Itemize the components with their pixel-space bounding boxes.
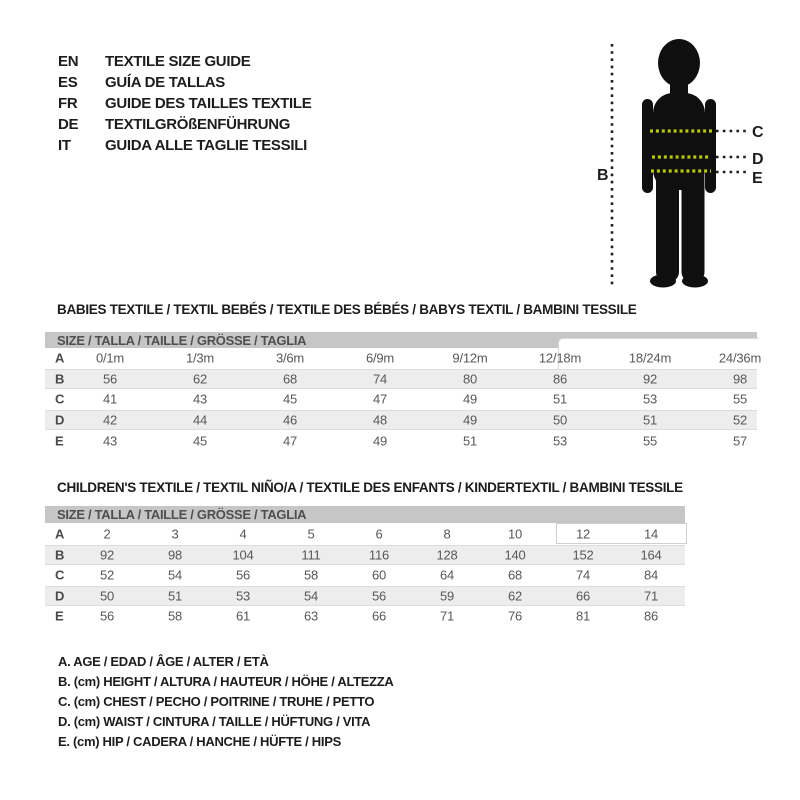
cell: 41 <box>102 391 118 407</box>
cell: 50 <box>552 412 568 428</box>
cell: 61 <box>235 608 251 624</box>
cell: 44 <box>192 412 208 428</box>
cell: 3 <box>171 526 179 542</box>
cell: 98 <box>732 371 748 387</box>
table-row <box>45 369 757 390</box>
cell: 0/1m <box>95 350 125 366</box>
cell: 45 <box>282 391 298 407</box>
language-code: DE <box>58 116 79 133</box>
cell: 6/9m <box>365 350 395 366</box>
cell: 47 <box>372 391 388 407</box>
cell: 56 <box>371 588 387 604</box>
language-code: ES <box>58 74 78 91</box>
cell: 104 <box>232 547 254 563</box>
cell: 74 <box>575 567 591 583</box>
cell: 45 <box>192 433 208 449</box>
cell: 116 <box>368 547 390 563</box>
babies-size-table <box>45 332 762 452</box>
table-row <box>45 348 762 369</box>
legend-item: D. (cm) WAIST / CINTURA / TAILLE / HÜFTUNG / VITA <box>58 713 371 729</box>
cell: 66 <box>575 588 591 604</box>
cell: 1/3m <box>185 350 215 366</box>
cell: 49 <box>462 412 478 428</box>
cell: 64 <box>439 567 455 583</box>
row-label: D <box>55 412 65 428</box>
cell: 54 <box>303 588 319 604</box>
cell: 66 <box>371 608 387 624</box>
children-size-table <box>45 506 685 627</box>
cell: 6 <box>375 526 383 542</box>
figure-label-chest: C <box>752 124 764 141</box>
table-row <box>45 565 685 586</box>
language-label: GUIDA ALLE TAGLIE TESSILI <box>105 137 307 154</box>
language-code: FR <box>58 95 78 112</box>
language-row <box>58 93 311 114</box>
cell: 12/18m <box>538 350 582 366</box>
language-label: TEXTILE SIZE GUIDE <box>105 53 251 70</box>
cell: 3/6m <box>275 350 305 366</box>
cell: 56 <box>235 567 251 583</box>
cell: 62 <box>507 588 523 604</box>
cell: 2 <box>103 526 111 542</box>
cell: 92 <box>642 371 658 387</box>
cell: 14 <box>643 526 659 542</box>
child-silhouette-figure <box>590 36 770 296</box>
cell: 5 <box>307 526 315 542</box>
cell: 46 <box>282 412 298 428</box>
row-label: A <box>55 350 65 366</box>
figure-label-hip: E <box>752 170 763 187</box>
row-label: E <box>55 608 64 624</box>
row-label: E <box>55 433 64 449</box>
cell: 49 <box>462 391 478 407</box>
cell: 92 <box>99 547 115 563</box>
cell: 47 <box>282 433 298 449</box>
table-row <box>45 606 685 627</box>
legend-item: E. (cm) HIP / CADERA / HANCHE / HÜFTE / HIPS <box>58 733 341 749</box>
table-row <box>45 524 685 545</box>
cell: 111 <box>301 547 321 563</box>
babies-section-heading: BABIES TEXTILE / TEXTIL BEBÉS / TEXTILE DES BÉBÉS / BABYS TEXTIL / BAMBINI TESSILE <box>57 302 637 317</box>
cell: 98 <box>167 547 183 563</box>
cell: 49 <box>372 433 388 449</box>
table-row <box>45 586 685 607</box>
cell: 12 <box>575 526 591 542</box>
cell: 56 <box>102 371 118 387</box>
cell: 63 <box>303 608 319 624</box>
row-label: B <box>55 547 65 563</box>
row-label: C <box>55 391 65 407</box>
cell: 60 <box>371 567 387 583</box>
language-code: IT <box>58 137 71 154</box>
cell: 50 <box>99 588 115 604</box>
child-silhouette <box>642 39 716 288</box>
cell: 59 <box>439 588 455 604</box>
cell: 57 <box>732 433 748 449</box>
cell: 55 <box>732 391 748 407</box>
row-label: D <box>55 588 65 604</box>
language-row <box>58 135 311 156</box>
cell: 53 <box>235 588 251 604</box>
cell: 58 <box>303 567 319 583</box>
cell: 52 <box>732 412 748 428</box>
cell: 86 <box>643 608 659 624</box>
figure-label-height: B <box>597 167 609 184</box>
figure-label-waist: D <box>752 151 764 168</box>
cell: 86 <box>552 371 568 387</box>
cell: 128 <box>436 547 458 563</box>
language-label: TEXTILGRÖßENFÜHRUNG <box>105 116 291 133</box>
row-label: A <box>55 526 65 542</box>
cell: 56 <box>99 608 115 624</box>
cell: 18/24m <box>628 350 672 366</box>
cell: 140 <box>504 547 526 563</box>
cell: 48 <box>372 412 388 428</box>
cell: 81 <box>575 608 591 624</box>
cell: 80 <box>462 371 478 387</box>
legend-item: A. AGE / EDAD / ÂGE / ALTER / ETÀ <box>58 654 269 670</box>
table-row <box>45 389 757 410</box>
cell: 9/12m <box>452 350 488 366</box>
cell: 43 <box>102 433 118 449</box>
language-label: GUIDE DES TAILLES TEXTILE <box>105 95 312 112</box>
cell: 152 <box>572 547 594 563</box>
cell: 74 <box>372 371 388 387</box>
cell: 52 <box>99 567 115 583</box>
cell: 8 <box>443 526 451 542</box>
cell: 53 <box>552 433 568 449</box>
cell: 51 <box>552 391 568 407</box>
cell: 164 <box>640 547 662 563</box>
table-row <box>45 410 757 431</box>
language-row <box>58 51 311 72</box>
language-row <box>58 114 311 135</box>
cell: 4 <box>239 526 247 542</box>
cell: 71 <box>643 588 659 604</box>
children-size-header-label: SIZE / TALLA / TAILLE / GRÖSSE / TAGLIA <box>57 507 307 522</box>
babies-size-header-label: SIZE / TALLA / TAILLE / GRÖSSE / TAGLIA <box>57 333 307 348</box>
cell: 24/36m <box>718 350 762 366</box>
cell: 68 <box>282 371 298 387</box>
language-list <box>58 51 311 156</box>
cell: 62 <box>192 371 208 387</box>
table-row <box>45 430 757 451</box>
cell: 68 <box>507 567 523 583</box>
cell: 42 <box>102 412 118 428</box>
legend-item: C. (cm) CHEST / PECHO / POITRINE / TRUHE / PETTO <box>58 693 375 709</box>
cell: 71 <box>439 608 455 624</box>
cell: 55 <box>642 433 658 449</box>
cell: 84 <box>643 567 659 583</box>
language-code: EN <box>58 53 79 70</box>
cell: 58 <box>167 608 183 624</box>
language-row <box>58 72 311 93</box>
cell: 76 <box>507 608 523 624</box>
row-label: B <box>55 371 65 387</box>
cell: 10 <box>507 526 523 542</box>
cell: 43 <box>192 391 208 407</box>
cell: 51 <box>462 433 478 449</box>
legend-item: B. (cm) HEIGHT / ALTURA / HAUTEUR / HÖHE / ALTEZZA <box>58 674 394 690</box>
row-label: C <box>55 567 65 583</box>
cell: 54 <box>167 567 183 583</box>
children-section-heading: CHILDREN'S TEXTILE / TEXTIL NIÑO/A / TEXTILE DES ENFANTS / KINDERTEXTIL / BAMBINI TESSILE <box>57 480 683 495</box>
measurement-legend <box>58 652 394 751</box>
table-row <box>45 545 685 566</box>
cell: 51 <box>167 588 183 604</box>
language-label: GUÍA DE TALLAS <box>105 74 225 91</box>
cell: 51 <box>642 412 658 428</box>
cell: 53 <box>642 391 658 407</box>
